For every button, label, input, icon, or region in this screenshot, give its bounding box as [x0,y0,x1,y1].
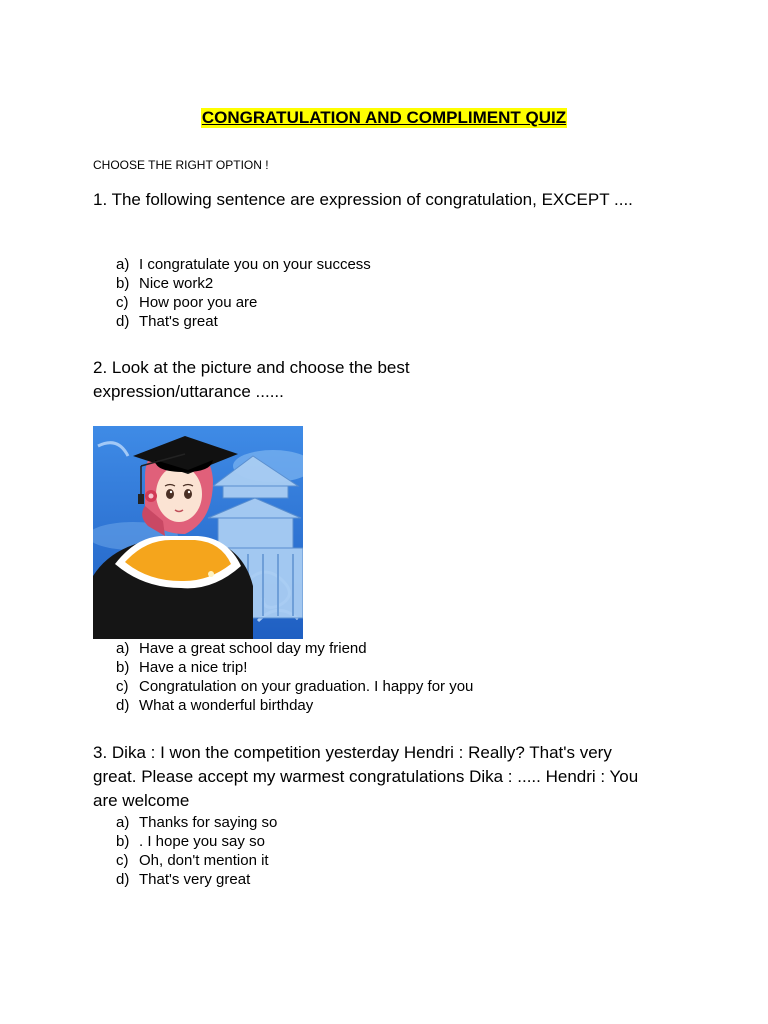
option-letter: b) [116,275,130,292]
option-item [116,696,473,715]
option-text: Oh, don't mention it [139,852,269,869]
option-letter: c) [116,852,129,869]
option-text: Thanks for saying so [139,814,278,831]
quiz-title: CONGRATULATION AND COMPLIMENT QUIZ [201,108,567,127]
option-letter: a) [116,814,130,831]
option-text: Congratulation on your graduation. I happy for you [139,678,474,695]
option-text: That's very great [139,871,251,888]
option-item [116,677,473,696]
option-item [116,870,277,889]
option-text: . I hope you say so [139,833,265,850]
option-text: What a wonderful birthday [139,697,314,714]
option-item [116,639,473,658]
option-item [116,274,371,293]
question-2-text: 2. Look at the picture and choose the best expression/uttarance ...... [93,358,410,401]
option-item [116,255,371,274]
option-item [116,832,277,851]
question-1-text: 1. The following sentence are expression of congratulation, EXCEPT .... [93,190,633,209]
option-item [116,851,277,870]
option-letter: d) [116,697,130,714]
option-text: Have a great school day my friend [139,640,367,657]
option-letter: b) [116,833,130,850]
option-text: How poor you are [139,294,258,311]
question-3-text: 3. Dika : I won the competition yesterday Hendri : Really? That's very great. Please accept my warmest congratulations Dika : ..... Hendri : You are welcome [93,743,639,810]
question-3-options [116,813,277,889]
option-text: That's great [139,313,218,330]
title-container [0,108,768,128]
option-letter: b) [116,659,130,676]
question-1-options [116,255,371,331]
option-letter: a) [116,256,130,273]
option-letter: d) [116,313,130,330]
question-2-options [116,639,473,715]
option-item [116,813,277,832]
graduate-illustration-icon [93,426,303,639]
option-item [116,312,371,331]
option-text: Nice work2 [139,275,214,292]
option-text: I congratulate you on your success [139,256,371,273]
option-letter: d) [116,871,130,888]
option-item [116,658,473,677]
option-letter: c) [116,294,129,311]
option-letter: c) [116,678,129,695]
option-text: Have a nice trip! [139,659,248,676]
option-item [116,293,371,312]
instruction-text: CHOOSE THE RIGHT OPTION ! [93,158,269,172]
option-letter: a) [116,640,130,657]
